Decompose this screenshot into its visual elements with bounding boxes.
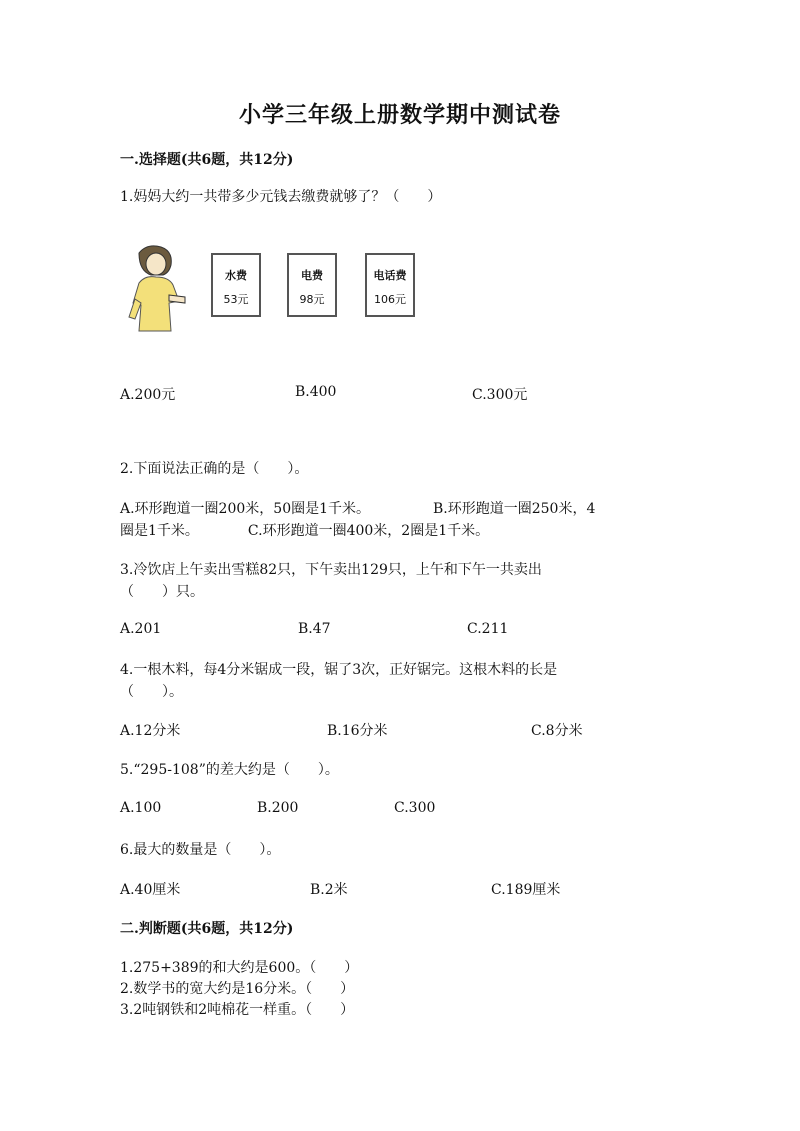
question-6-text: 6.最大的数量是（ ）。 (120, 842, 281, 858)
q3-option-c: C.211 (467, 621, 509, 637)
judge-item-3: 3.2吨钢铁和2吨棉花一样重。（ ） (120, 1002, 355, 1018)
judge-item-2: 2.数学书的宽大约是16分米。（ ） (120, 981, 355, 997)
bill-amount: 106元 (374, 293, 406, 306)
question-5-text: 5.“295-108”的差大约是（ ）。 (120, 762, 339, 778)
question-4-text-line-2: （ ）。 (120, 684, 183, 700)
q4-option-a: A.12分米 (120, 723, 181, 739)
q1-option-b: B.400 (295, 384, 337, 400)
q2-options-line-1: A.环形跑道一圈200米，50圈是1千米。 B.环形跑道一圈250米，4 (120, 501, 596, 517)
q2-options-line-2: 圈是1千米。 C.环形跑道一圈400米，2圈是1千米。 (120, 523, 490, 539)
bill-name: 电话费 (373, 269, 407, 282)
question-3-text-line-2: （ ）只。 (120, 584, 204, 600)
page-title: 小学三年级上册数学期中测试卷 (238, 102, 561, 128)
bill-electricity (287, 253, 337, 317)
bill-phone (365, 253, 415, 317)
q3-option-b: B.47 (298, 621, 331, 637)
q6-option-b: B.2米 (310, 882, 348, 898)
section2-header: 二.判断题(共6题，共12分) (120, 921, 294, 937)
q5-option-a: A.100 (120, 800, 162, 816)
q1-option-a: A.200元 (120, 387, 176, 403)
q5-option-b: B.200 (257, 800, 299, 816)
section1-header: 一.选择题(共6题，共12分) (120, 152, 294, 168)
bill-water (211, 253, 261, 317)
judge-item-1: 1.275+389的和大约是600。（ ） (120, 960, 359, 976)
q3-option-a: A.201 (120, 621, 162, 637)
bill-name: 电费 (301, 269, 323, 282)
question-2-text: 2.下面说法正确的是（ ）。 (120, 461, 309, 477)
q5-option-c: C.300 (394, 800, 436, 816)
q1-option-c: C.300元 (472, 387, 528, 403)
woman-illustration-icon (125, 243, 189, 335)
question-1-figure (125, 243, 425, 338)
bill-name: 水费 (225, 269, 247, 282)
q4-option-c: C.8分米 (531, 723, 583, 739)
question-4-text-line-1: 4.一根木料，每4分米锯成一段，锯了3次，正好锯完。这根木料的长是 (120, 662, 558, 678)
bill-amount: 53元 (223, 293, 249, 306)
q6-option-a: A.40厘米 (120, 882, 181, 898)
question-1-text: 1.妈妈大约一共带多少元钱去缴费就够了？（ ） (120, 189, 442, 205)
question-3-text-line-1: 3.冷饮店上午卖出雪糕82只，下午卖出129只，上午和下午一共卖出 (120, 562, 542, 578)
q6-option-c: C.189厘米 (491, 882, 561, 898)
q4-option-b: B.16分米 (327, 723, 388, 739)
bill-amount: 98元 (299, 293, 325, 306)
